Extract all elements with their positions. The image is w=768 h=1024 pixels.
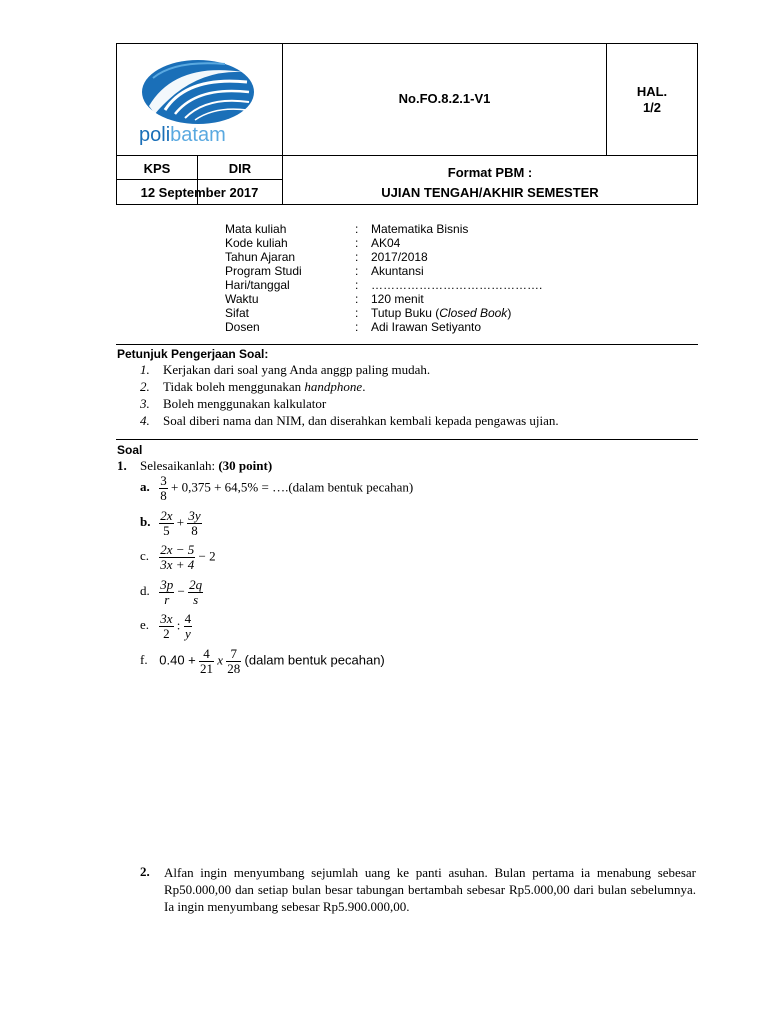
polibatam-logo: [135, 54, 265, 154]
info-row: Sifat : Tutup Buku (Closed Book): [225, 306, 512, 320]
header-divider: [117, 155, 697, 156]
info-row: Waktu : 120 menit: [225, 292, 424, 306]
soal-title: Soal: [117, 443, 143, 457]
form-number: No.FO.8.2.1-V1: [398, 91, 491, 106]
question-1f: f. 0.40 + $\frac{4}{21}$ x $\frac{7}{28}$ (dalam bentuk pecahan): [140, 646, 385, 676]
info-row: Dosen : Adi Irawan Setiyanto: [225, 320, 482, 334]
info-row: Mata kuliah : Matematika Bisnis: [225, 222, 469, 236]
polibatam-logo-icon: [135, 54, 265, 132]
question-1c: c. $\frac{2x - 5}{3x + 4}$ − 2: [140, 542, 216, 572]
format-subtitle: UJIAN TENGAH/AKHIR SEMESTER: [381, 185, 599, 200]
format-title: Format PBM :: [447, 165, 533, 180]
logo-wordmark: polibatam: [139, 124, 226, 146]
question-1b: b. $\frac{2x}{5}$ + $\frac{3y}{8}$: [140, 508, 201, 538]
hal-label: HAL.: [636, 84, 668, 99]
header-divider: [117, 179, 282, 180]
question-1a: a. $\frac{3}{8}$ + 0,375 + 64,5% = ….(dalam bentuk pecahan): [140, 473, 414, 503]
question-1e: e. $\frac{3x}{2}$ : $\frac{4}{y}$: [140, 611, 192, 641]
kps-label: KPS: [143, 161, 171, 176]
hal-value: 1/2: [642, 100, 662, 115]
section-divider: [116, 439, 698, 440]
info-row: Kode kuliah : AK04: [225, 236, 401, 250]
info-row: Hari/tanggal : …………………………………….: [225, 278, 543, 292]
question-1d: d. $\frac{3p}{r}$ − $\frac{2q}{s}$: [140, 577, 203, 607]
page-number: [607, 84, 697, 116]
instructions-title: Petunjuk Pengerjaan Soal:: [117, 347, 269, 361]
dir-label: DIR: [228, 161, 252, 176]
info-row: Program Studi : Akuntansi: [225, 264, 424, 278]
info-row: Tahun Ajaran : 2017/2018: [225, 250, 428, 264]
course-info: [225, 222, 542, 334]
header-date: 12 September 2017: [140, 185, 259, 200]
header-table: [116, 43, 698, 205]
question-2-number: 2.: [140, 864, 150, 879]
section-divider: [116, 344, 698, 345]
format-title-block: [283, 163, 697, 203]
question-1: 1. Selesaikanlah: (30 point): [117, 458, 273, 473]
question-2-text: Alfan ingin menyumbang sejumlah uang ke panti asuhan. Bulan pertama ia menabung sebesar Rp50.000,00 dan setiap bulan besar tabungan bertambah sebesar Rp5.000,00 dari bulan sebelumnya. Ia ingin menyumbang sebesar Rp5.900.000,00.: [164, 865, 696, 914]
